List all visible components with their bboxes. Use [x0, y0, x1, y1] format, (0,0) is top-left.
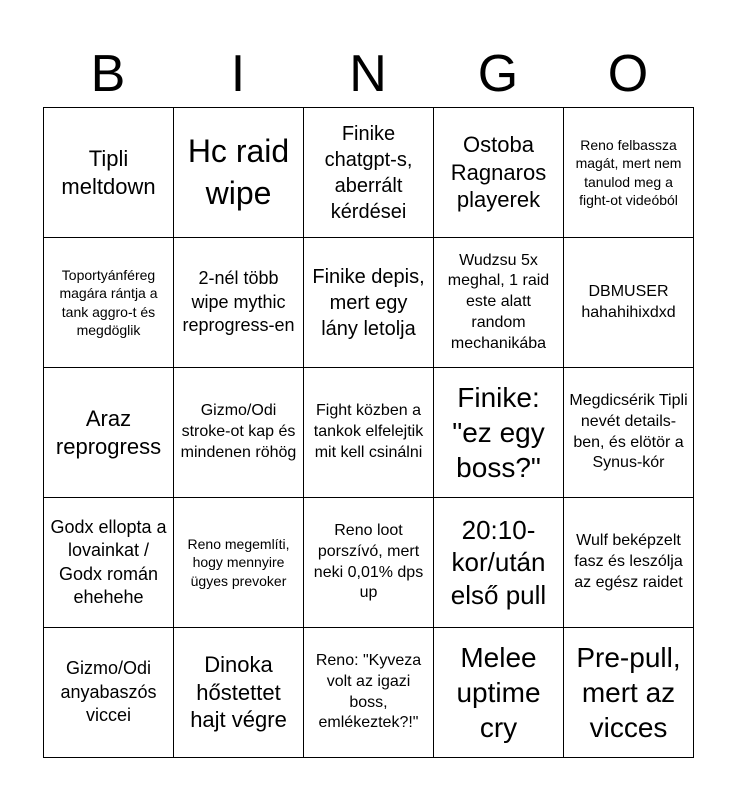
bingo-cell[interactable]: Hc raid wipe: [173, 107, 304, 238]
bingo-board: [43, 107, 693, 757]
bingo-cell[interactable]: 2-nél több wipe mythic reprogress-en: [173, 237, 304, 368]
title-letter-b: B: [90, 45, 126, 103]
bingo-cell[interactable]: Wudzsu 5x meghal, 1 raid este alatt random mechanikába: [433, 237, 564, 368]
bingo-cell[interactable]: Finike chatgpt-s, aberrált kérdései: [303, 107, 434, 238]
bingo-cell[interactable]: Finike depis, mert egy lány letolja: [303, 237, 434, 368]
bingo-cell[interactable]: Megdicsérik Tipli nevét details-ben, és elötör a Synus-kór: [563, 367, 694, 498]
bingo-cell[interactable]: Gizmo/Odi anyabaszós viccei: [43, 627, 174, 758]
bingo-title: [43, 40, 693, 108]
bingo-cell[interactable]: Godx ellopta a lovainkat / Godx román ehehehe: [43, 497, 174, 628]
title-letter-g: G: [477, 45, 519, 103]
bingo-cell[interactable]: Reno megemlíti, hogy mennyire ügyes prevoker: [173, 497, 304, 628]
bingo-cell[interactable]: Gizmo/Odi stroke-ot kap és mindenen röhög: [173, 367, 304, 498]
bingo-cell[interactable]: DBMUSER hahahihixdxd: [563, 237, 694, 368]
title-letter-i: I: [230, 45, 246, 103]
title-letter-n: N: [349, 45, 387, 103]
bingo-cell[interactable]: Fight közben a tankok elfelejtik mit kell csinálni: [303, 367, 434, 498]
bingo-cell[interactable]: Reno loot porszívó, mert neki 0,01% dps up: [303, 497, 434, 628]
bingo-cell[interactable]: Araz reprogress: [43, 367, 174, 498]
bingo-cell[interactable]: Reno felbassza magát, mert nem tanulod meg a fight-ot videóból: [563, 107, 694, 238]
bingo-cell[interactable]: 20:10-kor/után első pull: [433, 497, 564, 628]
bingo-cell[interactable]: Wulf beképzelt fasz és leszólja az egész raidet: [563, 497, 694, 628]
title-letter-o: O: [607, 45, 649, 103]
bingo-cell[interactable]: Pre-pull, mert az vicces: [563, 627, 694, 758]
bingo-cell[interactable]: Melee uptime cry: [433, 627, 564, 758]
bingo-cell[interactable]: Tipli meltdown: [43, 107, 174, 238]
bingo-cell[interactable]: Dinoka hőstettet hajt végre: [173, 627, 304, 758]
bingo-cell[interactable]: Reno: "Kyveza volt az igazi boss, emlékeztek?!": [303, 627, 434, 758]
bingo-cell[interactable]: Finike: "ez egy boss?": [433, 367, 564, 498]
bingo-cell[interactable]: Ostoba Ragnaros playerek: [433, 107, 564, 238]
bingo-cell[interactable]: Toportyánféreg magára rántja a tank aggro-t és megdöglik: [43, 237, 174, 368]
